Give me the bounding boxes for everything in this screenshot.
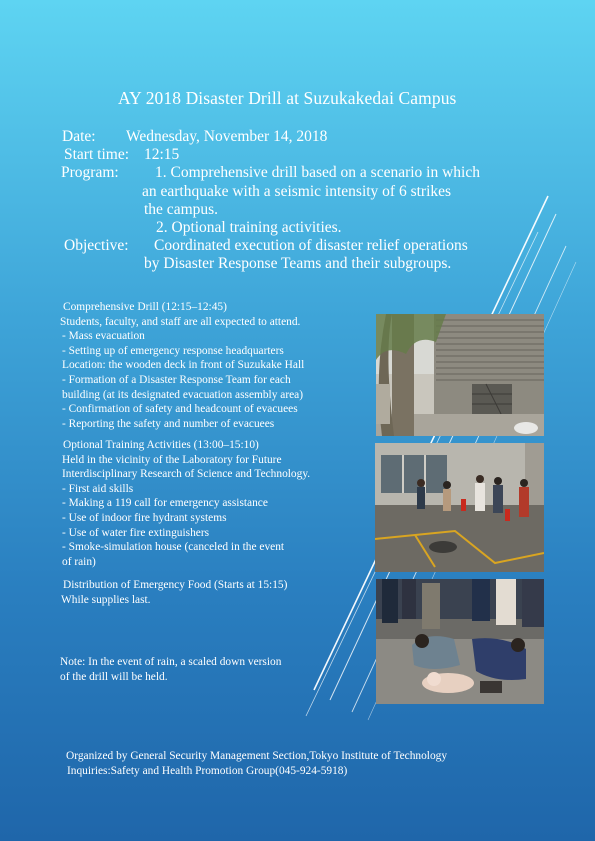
program-line: an earthquake with a seismic intensity of 6 strikes xyxy=(142,182,452,200)
start-time-value: 12:15 xyxy=(144,146,180,164)
comprehensive-heading: Comprehensive Drill (12:15–12:45) xyxy=(63,301,227,313)
comprehensive-item: Location: the wooden deck in front of Suzukake Hall xyxy=(62,359,305,372)
building-photo xyxy=(376,314,544,436)
comprehensive-drill-section xyxy=(60,300,304,431)
food-heading: Distribution of Emergency Food (Starts at 15:15) xyxy=(63,579,288,591)
optional-item: - Use of water fire extinguishers xyxy=(62,526,210,539)
comprehensive-item: - Mass evacuation xyxy=(62,330,145,343)
rain-note-line: Note: In the event of rain, a scaled down version xyxy=(60,656,282,668)
program-line: the campus. xyxy=(144,200,219,218)
program-label: Program: xyxy=(61,164,119,182)
comprehensive-item: - Confirmation of safety and headcount of evacuees xyxy=(62,403,298,416)
page-title: AY 2018 Disaster Drill at Suzukakedai Campus xyxy=(118,88,457,108)
optional-item: - First aid skills xyxy=(62,482,134,495)
optional-item: - Making a 119 call for emergency assistance xyxy=(62,497,268,510)
rain-note xyxy=(60,655,281,684)
date-value: Wednesday, November 14, 2018 xyxy=(126,128,328,145)
comprehensive-item: - Formation of a Disaster Response Team for each xyxy=(62,373,291,386)
date-label: Date: xyxy=(62,128,96,145)
training-outdoor-photo xyxy=(375,443,544,572)
footer xyxy=(66,749,447,778)
optional-training-section xyxy=(60,438,310,569)
start-time-label: Start time: xyxy=(64,146,130,164)
inquiries-text: Inquiries:Safety and Health Promotion Group(045-924-5918) xyxy=(67,764,348,777)
objective-line: by Disaster Response Teams and their subgroups. xyxy=(144,255,452,273)
comprehensive-intro: Students, faculty, and staff are all expected to attend. xyxy=(60,315,301,328)
food-note: While supplies last. xyxy=(61,593,151,606)
optional-item: - Use of indoor fire hydrant systems xyxy=(62,511,227,524)
first-aid-photo xyxy=(376,579,544,704)
comprehensive-item: building (at its designated evacuation assembly area) xyxy=(62,388,304,401)
optional-intro: Held in the vicinity of the Laboratory for Future xyxy=(62,453,282,466)
program-line: 1. Comprehensive drill based on a scenario in which xyxy=(155,164,480,182)
organizer-text: Organized by General Security Management Section,Tokyo Institute of Technology xyxy=(66,750,448,762)
optional-item: of rain) xyxy=(62,555,96,568)
program-line: 2. Optional training activities. xyxy=(156,218,342,236)
emergency-food-section xyxy=(60,578,287,607)
comprehensive-item: - Reporting the safety and number of evacuees xyxy=(62,417,275,430)
optional-item: - Smoke-simulation house (canceled in the event xyxy=(62,541,285,554)
rain-note-line: of the drill will be held. xyxy=(60,670,168,683)
optional-intro: Interdisciplinary Research of Science and Technology. xyxy=(62,468,311,481)
optional-heading: Optional Training Activities (13:00–15:10) xyxy=(63,439,259,451)
objective-line: Coordinated execution of disaster relief operations xyxy=(154,237,468,255)
comprehensive-item: - Setting up of emergency response headquarters xyxy=(62,344,284,357)
objective-label: Objective: xyxy=(64,237,129,255)
